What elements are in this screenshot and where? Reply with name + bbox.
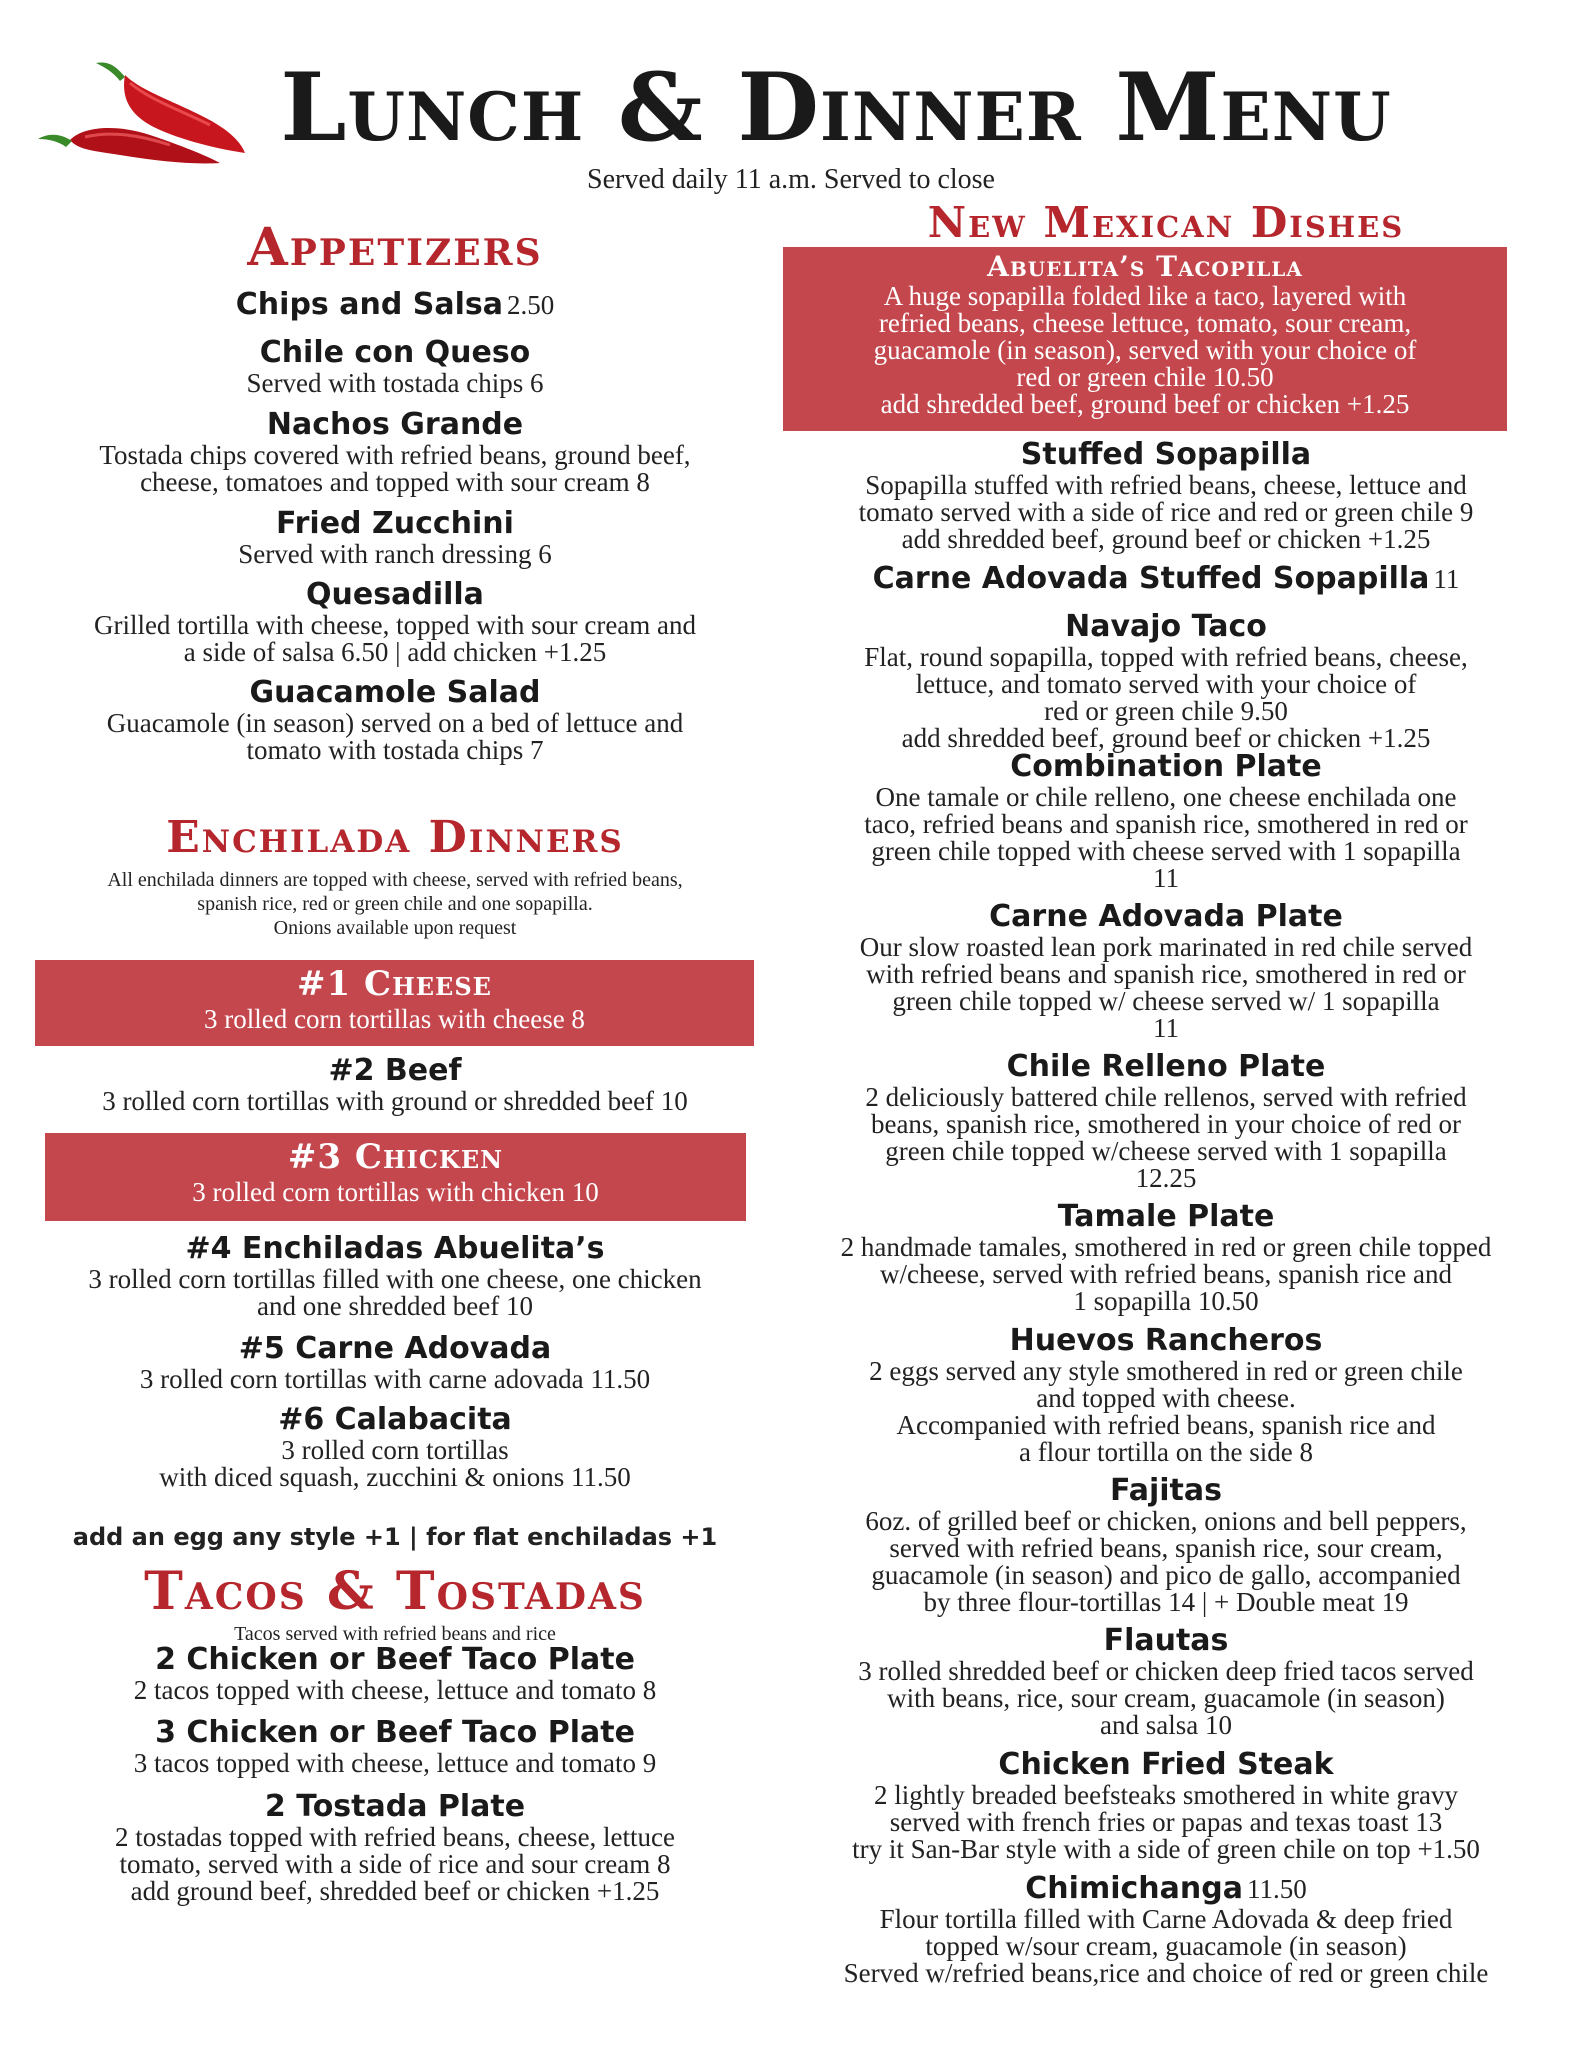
item-name: Carne Adovada Plate bbox=[989, 899, 1343, 934]
item-price: 11.50 bbox=[1246, 1874, 1307, 1904]
item-name: #1 Cheese bbox=[297, 964, 492, 1004]
item-description: 11 bbox=[1153, 863, 1179, 893]
item-description: 3 rolled corn tortillas filled with one cheese, one chicken bbox=[88, 1264, 702, 1294]
item-name: #2 Beef bbox=[328, 1053, 462, 1088]
item-description: Sopapilla stuffed with refried beans, cheese, lettuce and bbox=[865, 470, 1467, 500]
item-description: cheese, tomatoes and topped with sour cream 8 bbox=[140, 467, 650, 497]
item-name: Huevos Rancheros bbox=[1009, 1323, 1323, 1358]
item-description: and salsa 10 bbox=[1100, 1710, 1232, 1740]
item-name: Chile con Queso bbox=[259, 335, 531, 370]
item-description: Guacamole (in season) served on a bed of lettuce and bbox=[106, 708, 684, 738]
item-description: 2 tostadas topped with refried beans, cheese, lettuce bbox=[114, 1822, 676, 1852]
item-description: Our slow roasted lean pork marinated in red chile served bbox=[859, 932, 1473, 962]
tacos-tostadas-title: Tacos & Tostadas bbox=[144, 1561, 646, 1622]
menu-item-chimichanga bbox=[780, 1872, 1552, 1987]
item-description: add shredded beef, ground beef or chicken +1.25 bbox=[880, 389, 1410, 419]
menu-item-tamale-plate bbox=[780, 1200, 1552, 1315]
item-description: add shredded beef, ground beef or chicken +1.25 bbox=[901, 723, 1431, 753]
item-name: Navajo Taco bbox=[1065, 609, 1267, 644]
menu-item-combination-plate bbox=[780, 750, 1552, 892]
item-description: served with refried beans, spanish rice, sour cream, bbox=[889, 1533, 1443, 1563]
item-description: A huge sopapilla folded like a taco, layered with bbox=[883, 281, 1407, 311]
item-description: 6oz. of grilled beef or chicken, onions and bell peppers, bbox=[865, 1506, 1467, 1536]
menu-item-calabacita bbox=[30, 1403, 760, 1491]
item-name: Carne Adovada Stuffed Sopapilla bbox=[872, 561, 1430, 596]
enchilada-note bbox=[30, 868, 760, 940]
menu-item-carne-adovada-plate bbox=[780, 900, 1552, 1042]
item-description: Tostada chips covered with refried beans, ground beef, bbox=[99, 440, 691, 470]
item-description: try it San-Bar style with a side of green chile on top +1.50 bbox=[852, 1834, 1480, 1864]
menu-item-chile-con-queso bbox=[30, 336, 760, 397]
item-name: Chips and Salsa bbox=[235, 287, 503, 322]
item-description: 2 handmade tamales, smothered in red or green chile topped bbox=[840, 1232, 1492, 1262]
item-description: beans, spanish rice, smothered in your choice of red or bbox=[870, 1109, 1462, 1139]
item-description: a flour tortilla on the side 8 bbox=[1019, 1437, 1313, 1467]
item-description: 2 eggs served any style smothered in red or green chile bbox=[869, 1356, 1463, 1386]
item-description: red or green chile 10.50 bbox=[1016, 362, 1274, 392]
item-name: #3 Chicken bbox=[287, 1137, 504, 1177]
item-description: with beans, rice, sour cream, guacamole (in season) bbox=[887, 1683, 1445, 1713]
menu-item-2-tostada-plate bbox=[30, 1790, 760, 1905]
item-description: green chile topped with cheese served with 1 sopapilla bbox=[871, 836, 1461, 866]
enchilada-addon: add an egg any style +1 | for flat enchiladas +1 bbox=[72, 1523, 718, 1551]
enchilada-chicken-box bbox=[45, 1133, 746, 1221]
item-name: Combination Plate bbox=[1010, 749, 1322, 784]
item-name: Guacamole Salad bbox=[249, 675, 541, 710]
item-name: #5 Carne Adovada bbox=[238, 1331, 552, 1366]
item-name: #6 Calabacita bbox=[278, 1402, 512, 1437]
item-description: by three flour-tortillas 14 | + Double meat 19 bbox=[923, 1587, 1409, 1617]
item-description: w/cheese, served with refried beans, spanish rice and bbox=[879, 1259, 1453, 1289]
menu-item-3-taco-plate bbox=[30, 1716, 760, 1777]
item-name: Tamale Plate bbox=[1057, 1199, 1275, 1234]
item-name: Quesadilla bbox=[306, 577, 484, 612]
item-description: 11 bbox=[1153, 1013, 1179, 1043]
item-name: Chile Relleno Plate bbox=[1006, 1049, 1326, 1084]
item-name: 2 Tostada Plate bbox=[264, 1789, 526, 1824]
menu-item-huevos-rancheros bbox=[780, 1324, 1552, 1466]
note-line: All enchilada dinners are topped with cheese, served with refried beans, bbox=[107, 869, 683, 891]
menu-item-stuffed-sopapilla bbox=[780, 438, 1552, 553]
menu-item-carne-adovada-enchilada bbox=[30, 1332, 760, 1393]
item-description: a side of salsa 6.50 | add chicken +1.25 bbox=[183, 637, 607, 667]
item-description: Grilled tortilla with cheese, topped with sour cream and bbox=[93, 610, 697, 640]
menu-item-2-taco-plate bbox=[30, 1643, 760, 1704]
menu-item-fried-zucchini bbox=[30, 507, 760, 568]
item-name: Chimichanga bbox=[1025, 1871, 1243, 1906]
menu-item-chips-and-salsa bbox=[30, 288, 760, 322]
item-name: 3 Chicken or Beef Taco Plate bbox=[155, 1715, 635, 1750]
item-description: red or green chile 9.50 bbox=[1044, 696, 1288, 726]
item-description: 2 tacos topped with cheese, lettuce and tomato 8 bbox=[133, 1675, 657, 1705]
enchilada-dinners-title: Enchilada Dinners bbox=[166, 812, 624, 863]
item-description: add shredded beef, ground beef or chicken +1.25 bbox=[901, 524, 1431, 554]
item-name: Fajitas bbox=[1110, 1473, 1222, 1508]
item-name: Nachos Grande bbox=[266, 407, 524, 442]
note-line: Onions available upon request bbox=[273, 917, 517, 939]
item-name: Flautas bbox=[1103, 1623, 1229, 1658]
item-description: Accompanied with refried beans, spanish rice and bbox=[896, 1410, 1436, 1440]
item-name: Fried Zucchini bbox=[276, 506, 514, 541]
item-description: served with french fries or papas and texas toast 13 bbox=[889, 1807, 1443, 1837]
item-description: 3 rolled shredded beef or chicken deep fried tacos served bbox=[858, 1656, 1474, 1686]
menu-item-enchilada-beef bbox=[30, 1054, 760, 1115]
item-description: Served with ranch dressing 6 bbox=[238, 539, 552, 569]
note-line: spanish rice, red or green chile and one sopapilla. bbox=[197, 893, 593, 915]
item-description: tomato served with a side of rice and red or green chile 9 bbox=[858, 497, 1474, 527]
item-description: tomato, served with a side of rice and sour cream 8 bbox=[119, 1849, 671, 1879]
menu-item-enchiladas-abuelitas bbox=[30, 1232, 760, 1320]
item-name: Stuffed Sopapilla bbox=[1020, 437, 1312, 472]
item-description: and one shredded beef 10 bbox=[257, 1291, 533, 1321]
item-description: green chile topped w/cheese served with 1 sopapilla bbox=[885, 1136, 1447, 1166]
item-description: taco, refried beans and spanish rice, smothered in red or bbox=[864, 809, 1468, 839]
item-description: with diced squash, zucchini & onions 11.50 bbox=[159, 1462, 631, 1492]
item-description: Flat, round sopapilla, topped with refried beans, cheese, bbox=[864, 642, 1468, 672]
appetizers-title: Appetizers bbox=[247, 217, 543, 278]
menu-item-flautas bbox=[780, 1624, 1552, 1739]
item-name: Chicken Fried Steak bbox=[998, 1747, 1334, 1782]
item-description: Flour tortilla filled with Carne Adovada & deep fried bbox=[879, 1904, 1453, 1934]
tacos-note: Tacos served with refried beans and rice bbox=[234, 1623, 556, 1645]
item-description: guacamole (in season), served with your choice of bbox=[873, 335, 1417, 365]
item-description: 3 tacos topped with cheese, lettuce and tomato 9 bbox=[133, 1748, 657, 1778]
menu-item-carne-adovada-stuffed-sopapilla bbox=[780, 562, 1552, 596]
enchilada-cheese-box bbox=[35, 960, 754, 1046]
item-description: One tamale or chile relleno, one cheese enchilada one bbox=[875, 782, 1457, 812]
item-description: tomato with tostada chips 7 bbox=[246, 735, 544, 765]
item-description: green chile topped w/ cheese served w/ 1 sopapilla bbox=[892, 986, 1440, 1016]
item-description: 12.25 bbox=[1135, 1163, 1197, 1193]
item-name: #4 Enchiladas Abuelita’s bbox=[185, 1231, 605, 1266]
item-name: Abuelita’s Tacopilla bbox=[987, 250, 1303, 283]
item-description: refried beans, cheese lettuce, tomato, sour cream, bbox=[878, 308, 1412, 338]
menu-item-fajitas bbox=[780, 1474, 1552, 1616]
menu-item-nachos-grande bbox=[30, 408, 760, 496]
item-description: Served w/refried beans,rice and choice of red or green chile bbox=[843, 1958, 1489, 1988]
page-subtitle: Served daily 11 a.m. Served to close bbox=[587, 164, 995, 195]
item-description: 2 lightly breaded beefsteaks smothered in white gravy bbox=[873, 1780, 1459, 1810]
menu-item-chicken-fried-steak bbox=[780, 1748, 1552, 1863]
menu-item-navajo-taco bbox=[780, 610, 1552, 752]
menu-item-chile-relleno-plate bbox=[780, 1050, 1552, 1192]
item-description: and topped with cheese. bbox=[1036, 1383, 1296, 1413]
item-description: lettuce, and tomato served with your choice of bbox=[915, 669, 1417, 699]
featured-tacopilla-box bbox=[783, 247, 1507, 431]
item-description: 3 rolled corn tortillas with cheese 8 bbox=[204, 1004, 585, 1034]
item-description: add ground beef, shredded beef or chicken +1.25 bbox=[130, 1876, 660, 1906]
item-price: 2.50 bbox=[506, 290, 555, 320]
item-name: 2 Chicken or Beef Taco Plate bbox=[155, 1642, 635, 1677]
menu-item-guacamole-salad bbox=[30, 676, 760, 764]
item-description: with refried beans and spanish rice, smothered in red or bbox=[866, 959, 1466, 989]
item-description: guacamole (in season) and pico de gallo, accompanied bbox=[871, 1560, 1461, 1590]
menu-item-quesadilla bbox=[30, 578, 760, 666]
item-price: 11 bbox=[1433, 564, 1460, 594]
item-description: topped w/sour cream, guacamole (in season) bbox=[925, 1931, 1407, 1961]
new-mexican-dishes-title: New Mexican Dishes bbox=[927, 198, 1405, 247]
item-description: Served with tostada chips 6 bbox=[246, 368, 544, 398]
item-description: 3 rolled corn tortillas with carne adovada 11.50 bbox=[139, 1364, 651, 1394]
item-description: 3 rolled corn tortillas bbox=[281, 1435, 509, 1465]
item-description: 1 sopapilla 10.50 bbox=[1073, 1286, 1259, 1316]
item-description: 3 rolled corn tortillas with chicken 10 bbox=[192, 1177, 599, 1207]
item-description: 3 rolled corn tortillas with ground or shredded beef 10 bbox=[102, 1086, 688, 1116]
page-title: Lunch & Dinner Menu bbox=[280, 53, 1392, 163]
item-description: 2 deliciously battered chile rellenos, served with refried bbox=[865, 1082, 1467, 1112]
